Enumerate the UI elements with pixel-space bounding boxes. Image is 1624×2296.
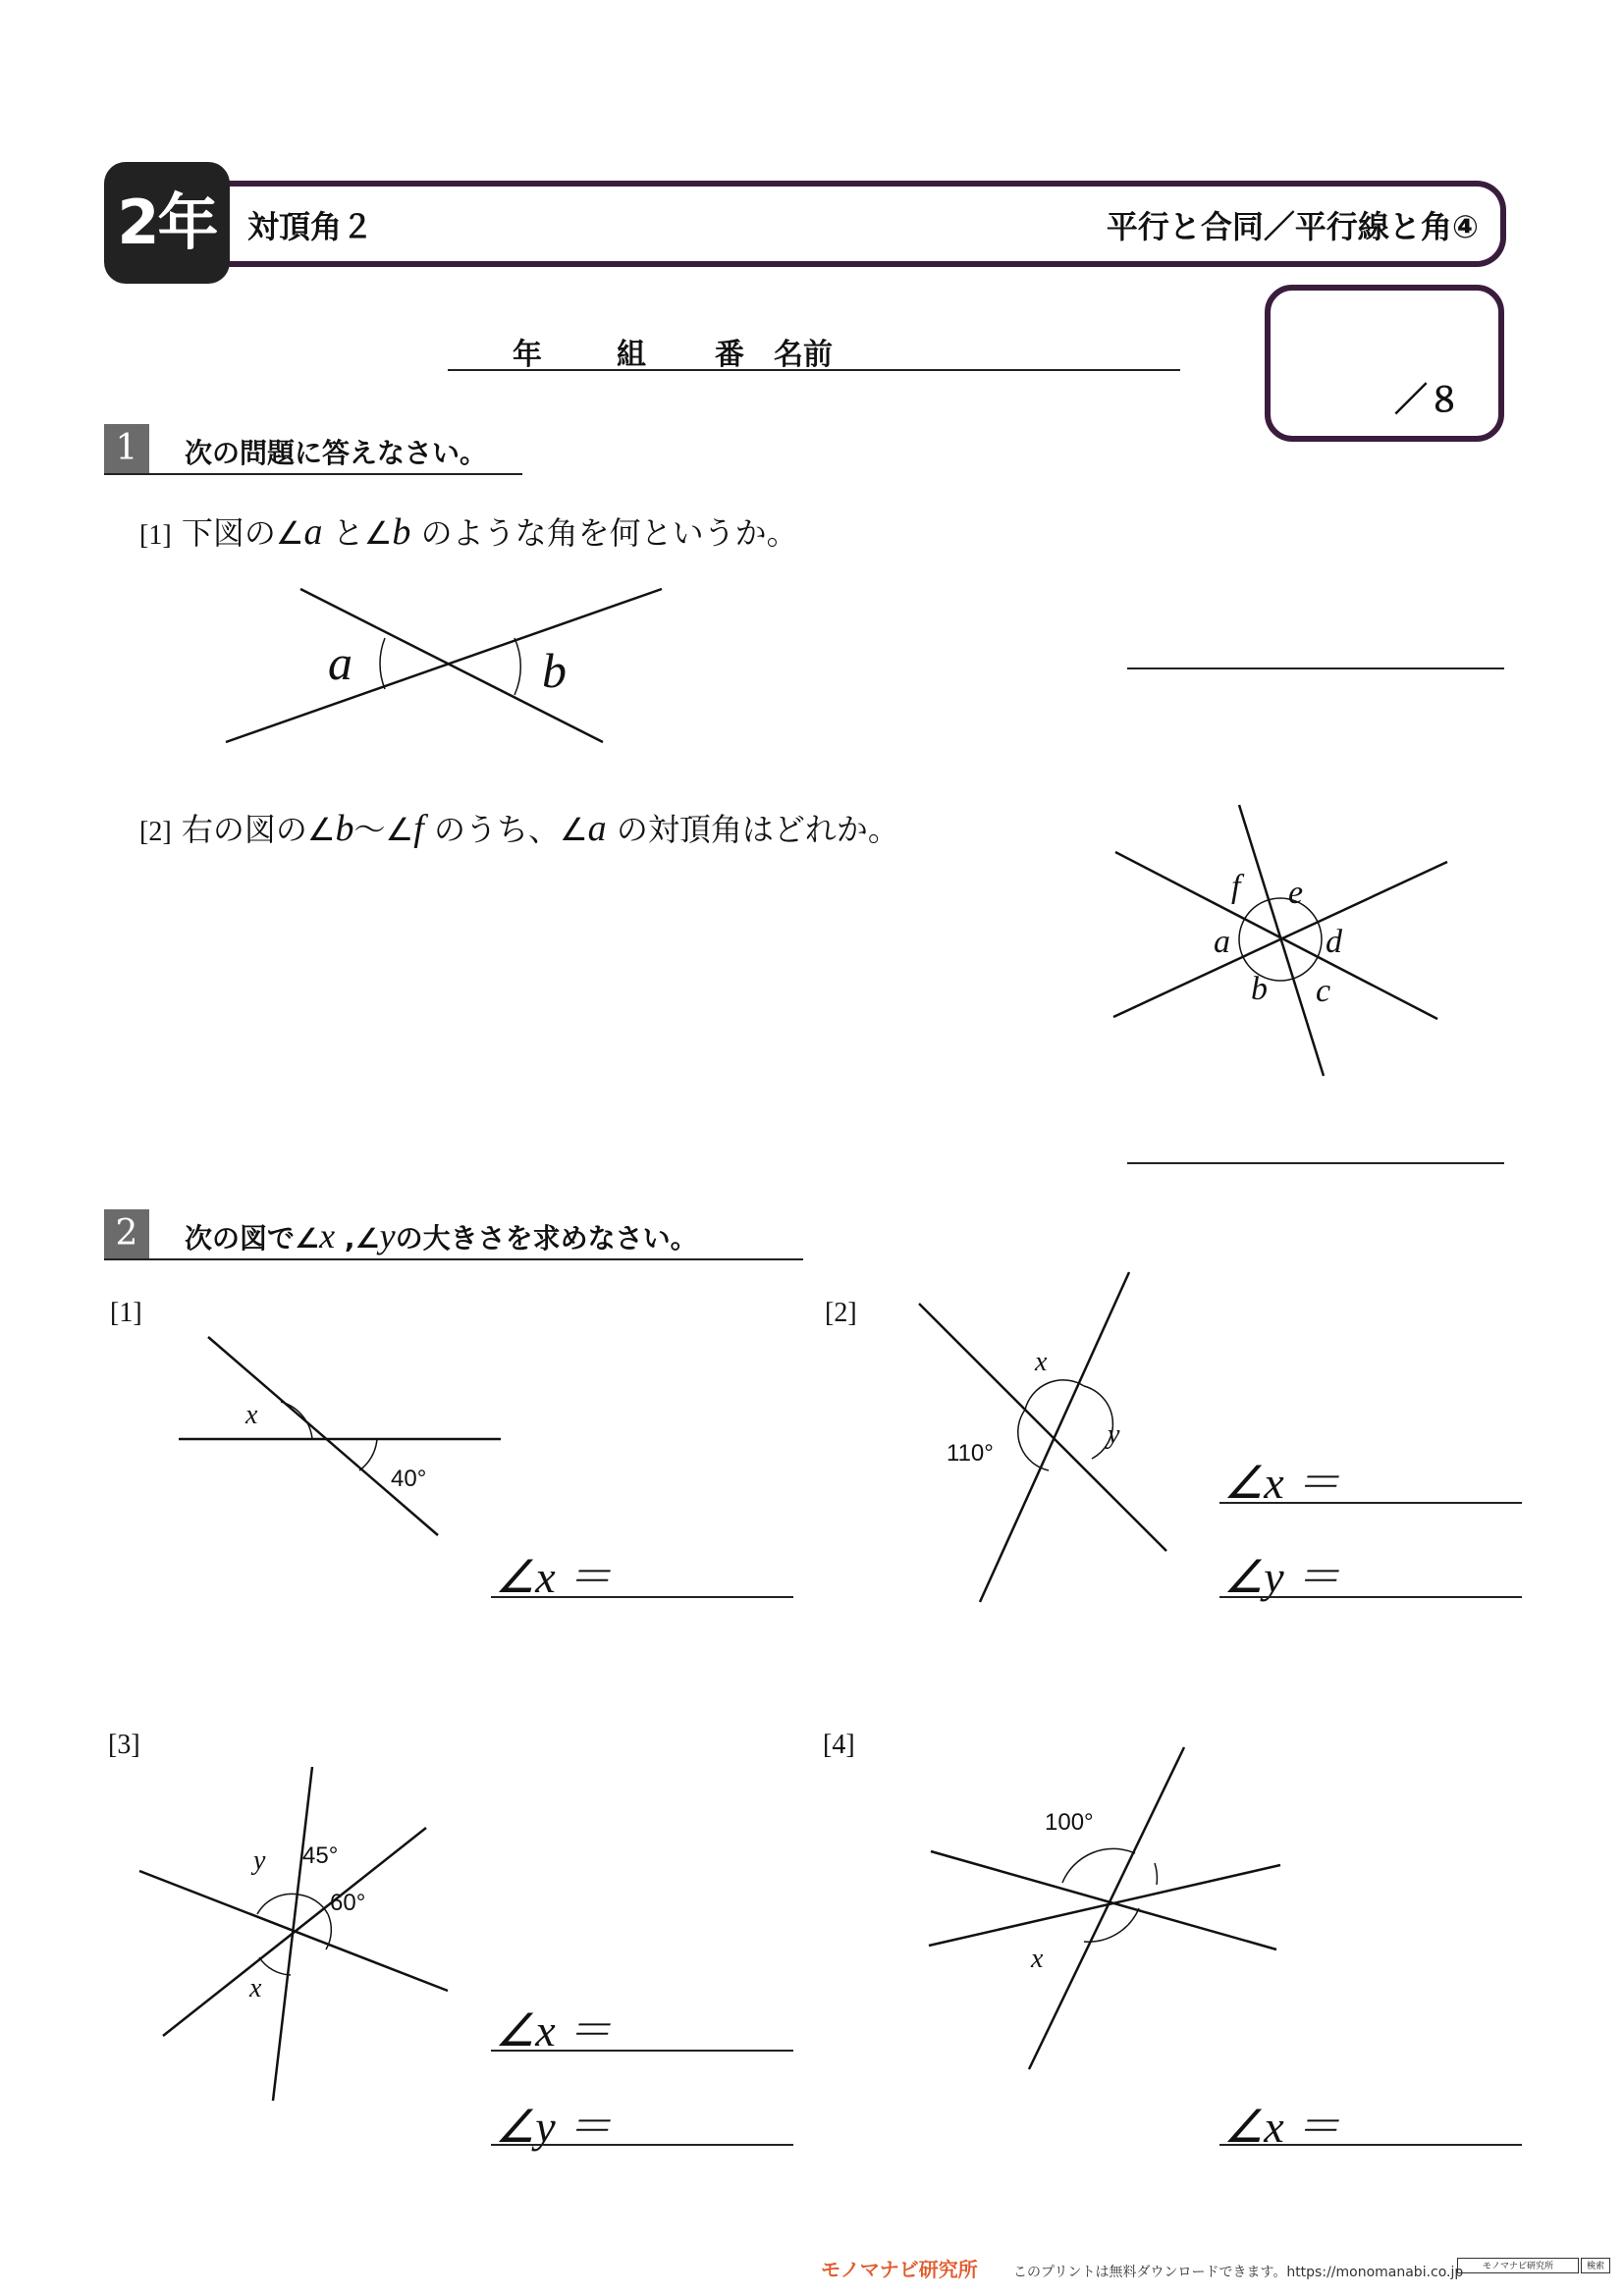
fig-2-2-lines <box>919 1272 1166 1602</box>
p2-answer-x-label: ∠x ＝ <box>1223 1458 1341 1508</box>
label-namae: 名前 <box>774 338 833 372</box>
fig-1-2-label-b: b <box>1251 971 1268 1007</box>
fig-2-3-angle-45: 45° <box>302 1842 339 1869</box>
q1-2-text-d: の対頂角はどれか。 <box>606 811 899 848</box>
section2-title-c: の大きさを求めなさい。 <box>395 1222 698 1255</box>
fig-2-4-lines <box>929 1747 1280 2069</box>
fig-1-2-label-c: c <box>1316 973 1331 1009</box>
footer-search-box[interactable]: モノマナビ研究所 <box>1457 2258 1579 2273</box>
section2-var-y: y <box>379 1216 396 1255</box>
p2-answer-y-label: ∠y ＝ <box>1223 1552 1341 1602</box>
q1-1-var-a: a <box>303 511 323 553</box>
fig-1-2-label-f: f <box>1231 869 1241 905</box>
section2-number: 2 <box>104 1209 149 1258</box>
q1-1-var-b: b <box>392 511 411 553</box>
fig-2-4-label-x: x <box>1031 1944 1044 1974</box>
unit-title: 平行と合同／平行線と角④ <box>1106 208 1479 245</box>
q1-2-var-f: f <box>413 808 424 849</box>
fig-2-2-label-x: x <box>1035 1347 1048 1377</box>
p3-answer-x-label: ∠x ＝ <box>495 2005 613 2056</box>
fig-2-3-label-y: y <box>253 1845 266 1876</box>
footer-text: このプリントは無料ダウンロードできます。https://monomanabi.co.jp <box>1013 2265 1464 2280</box>
fig-2-3-lines <box>139 1767 448 2101</box>
grade-label: 2年 <box>117 187 217 258</box>
section2-title-b: ,∠ <box>335 1222 380 1255</box>
fig-2-2-angle-110: 110° <box>947 1440 994 1467</box>
q1-2-num: [2] <box>139 817 172 847</box>
section1-number: 1 <box>104 424 149 473</box>
p2-num: [2] <box>825 1298 857 1328</box>
fig-1-2-label-a: a <box>1214 924 1230 960</box>
fig-2-4-angle-100: 100° <box>1045 1809 1094 1836</box>
q1-2-text-a: 右の図の∠ <box>181 811 336 848</box>
p3-answer-y-label: ∠y ＝ <box>495 2102 613 2152</box>
q1-2-var-b: b <box>335 808 354 849</box>
footer-logo[interactable]: モノマナビ研究所 <box>821 2258 978 2281</box>
label-nen: 年 <box>513 338 542 372</box>
p1-answer-x-label: ∠x ＝ <box>495 1552 613 1602</box>
q1-1-text-a: 下図の∠ <box>181 514 304 552</box>
fig-2-1-lines <box>179 1337 501 1535</box>
footer-search-button[interactable]: 検索 <box>1581 2258 1610 2273</box>
fig-2-1-label-x: x <box>245 1400 258 1430</box>
q1-1-num: [1] <box>139 520 172 551</box>
q1-1-text-b: と∠ <box>322 514 393 552</box>
fig-2-3-label-x: x <box>249 1973 262 2003</box>
q1-2-var-a: a <box>587 808 607 849</box>
fig-1-2-label-d: d <box>1326 924 1342 960</box>
fig-2-1-angle-40: 40° <box>391 1466 427 1492</box>
q1-1-text-c: のような角を何というか。 <box>410 514 798 552</box>
fig-2-2-label-y: y <box>1108 1419 1120 1450</box>
section1-title: 次の問題に答えなさい。 <box>185 437 488 469</box>
fig-1-1-label-a: a <box>328 635 352 690</box>
p1-num: [1] <box>110 1298 142 1328</box>
section2-title-a: 次の図で∠ <box>185 1222 320 1255</box>
fig-1-2-label-e: e <box>1288 875 1304 911</box>
score-total: ／８ <box>1394 381 1461 420</box>
fig-2-3-angle-60: 60° <box>330 1890 366 1916</box>
fig-1-2-lines <box>1113 805 1447 1076</box>
p3-num: [3] <box>108 1730 140 1760</box>
q1-2-text-c: のうち、∠ <box>423 811 588 848</box>
section2-var-x: x <box>319 1216 336 1255</box>
worksheet-title: 対頂角２ <box>247 208 374 245</box>
label-ban: 番 <box>715 338 744 372</box>
fig-1-1-label-b: b <box>542 643 567 698</box>
label-kumi: 組 <box>617 338 646 372</box>
p4-num: [4] <box>823 1730 855 1760</box>
fig-1-1-lines <box>226 589 662 742</box>
p4-answer-x-label: ∠x ＝ <box>1223 2102 1341 2152</box>
q1-2-text-b: 〜∠ <box>353 811 414 848</box>
